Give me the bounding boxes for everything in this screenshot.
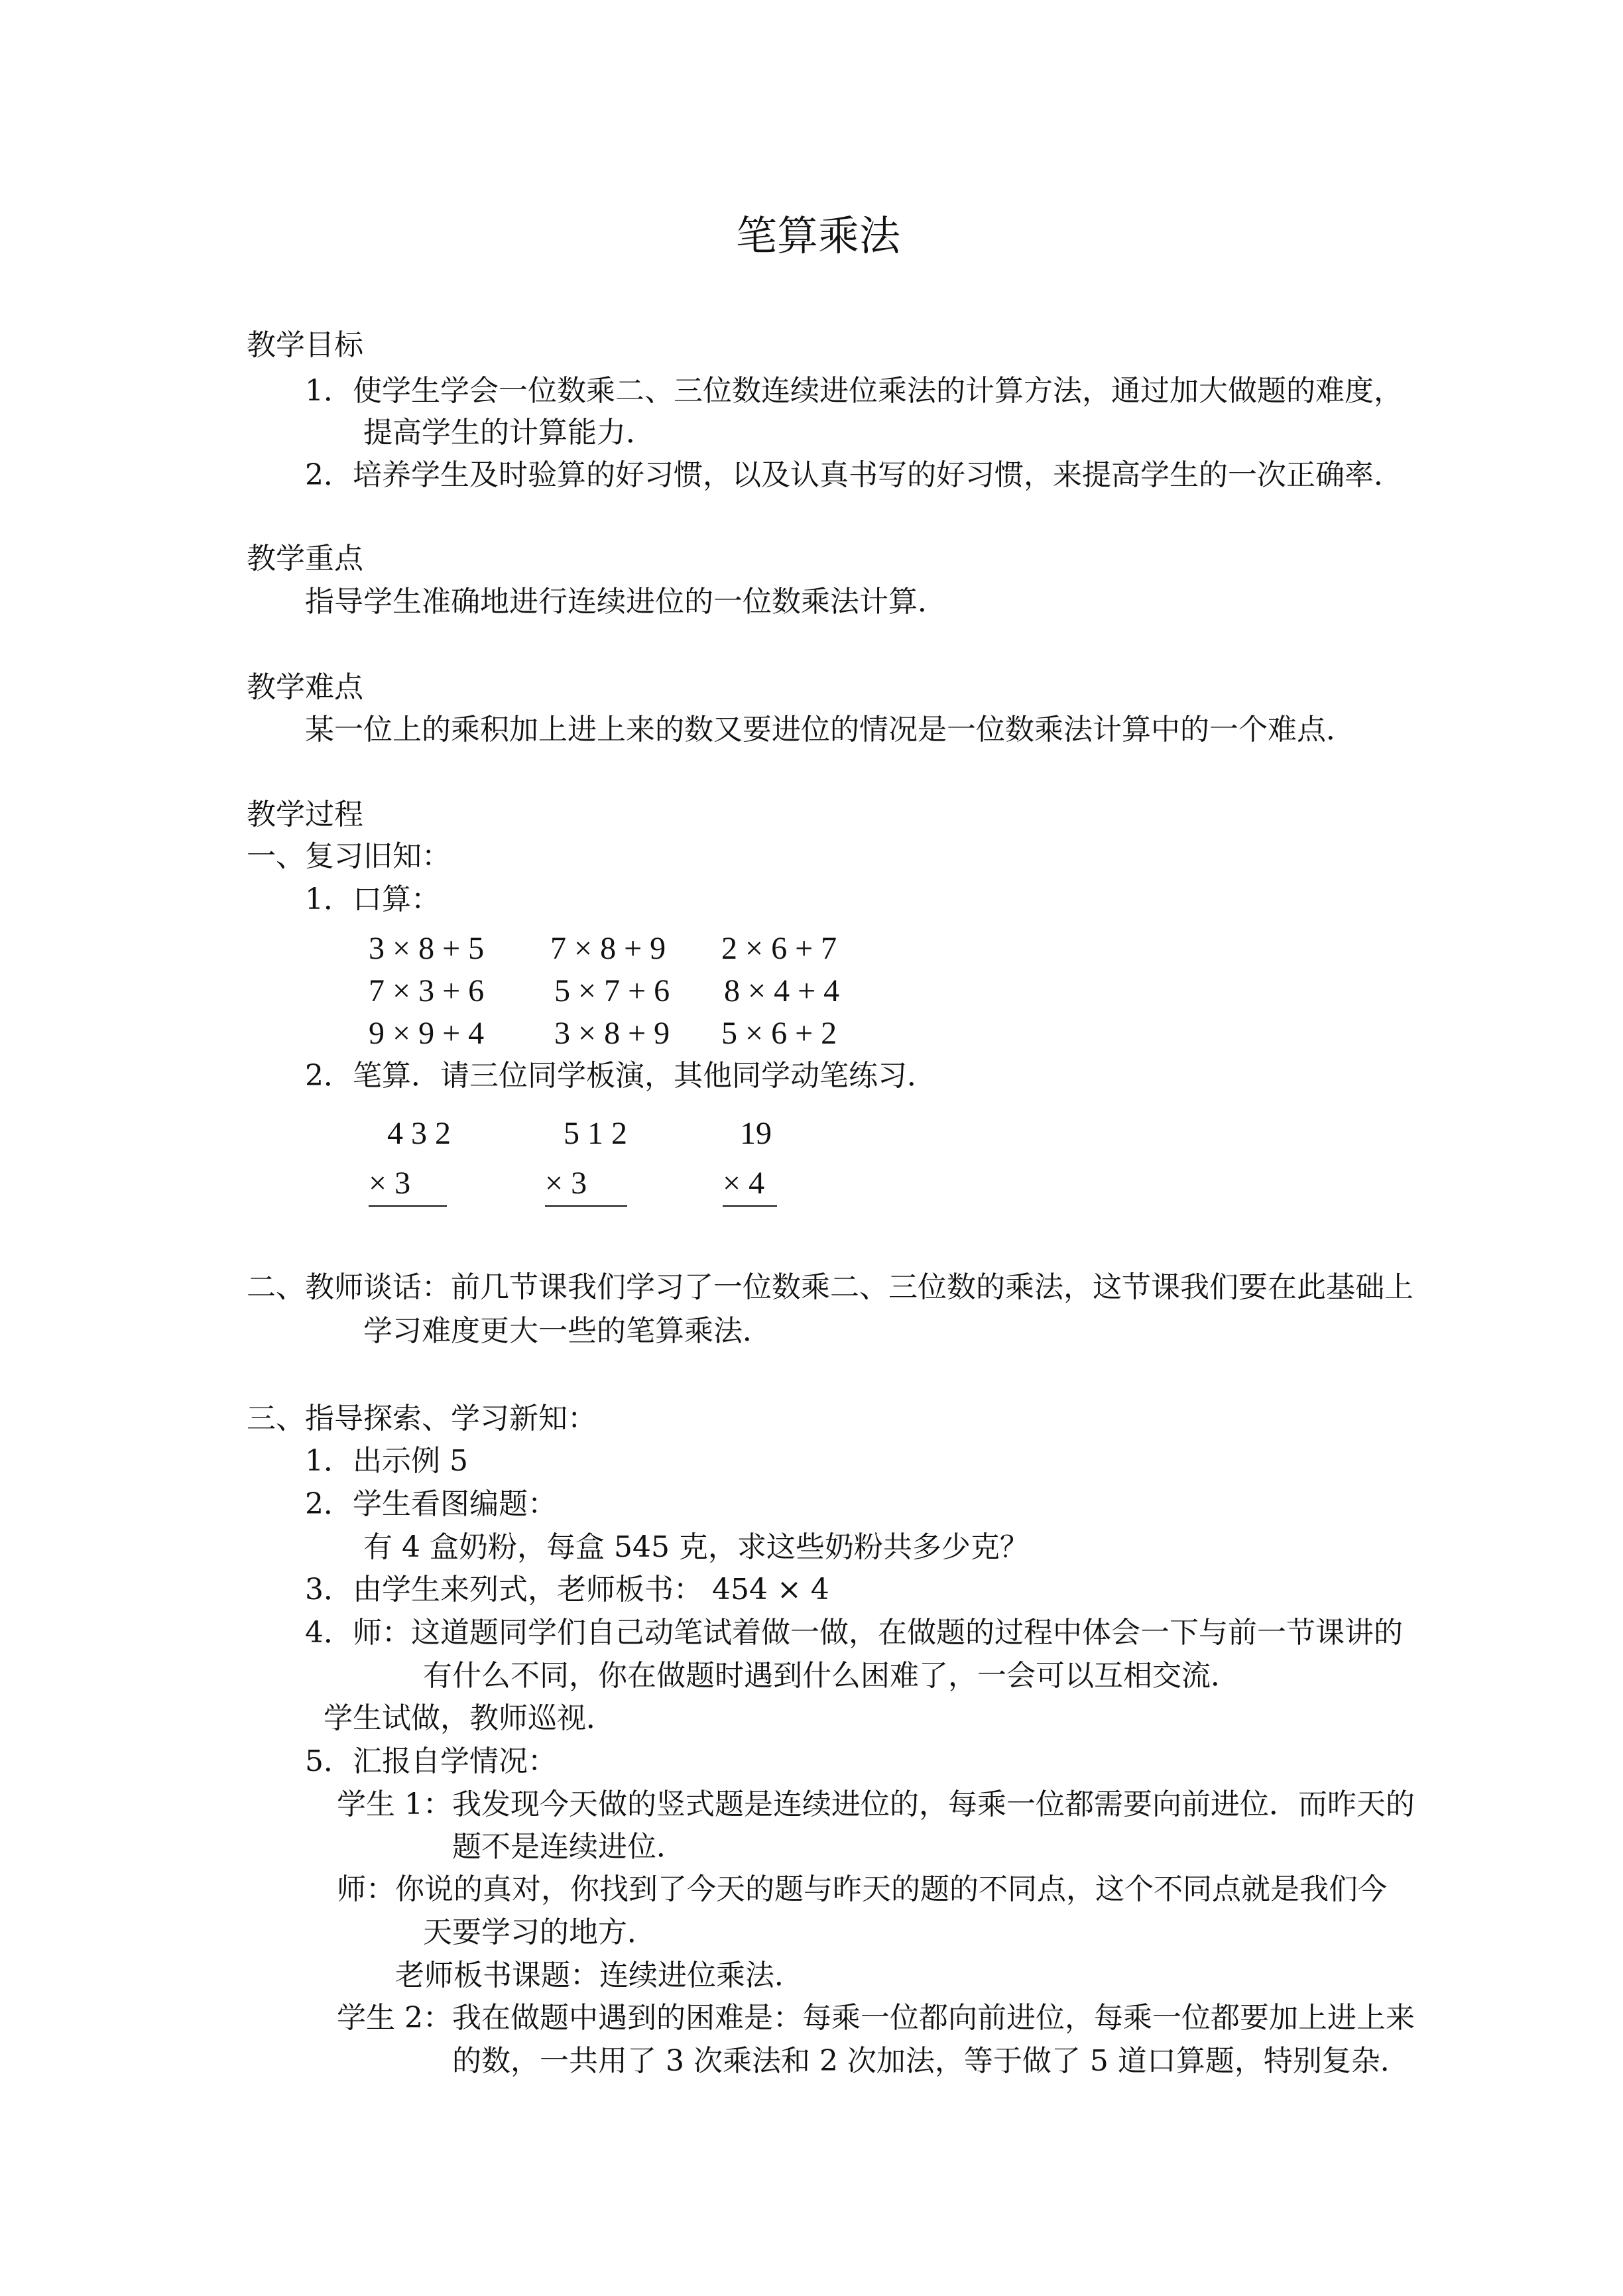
vertical-top: 19 — [740, 1116, 772, 1151]
vertical-top: 4 3 2 — [387, 1116, 451, 1151]
page-title: 笔算乘法 — [736, 211, 901, 260]
explore-step3: 3．由学生来列式，老师板书： 454 × 4 — [305, 1573, 829, 1606]
oral-item: 2 × 6 + 7 — [721, 931, 837, 966]
oral-item: 5 × 7 + 6 — [554, 973, 670, 1008]
oral-item: 7 × 3 + 6 — [369, 973, 485, 1008]
review-heading: 一、复习旧知： — [247, 839, 451, 873]
oral-item: 9 × 9 + 4 — [369, 1016, 485, 1051]
teacher-talk-line2: 学习难度更大一些的笔算乘法． — [363, 1314, 772, 1348]
difficulty-text: 某一位上的乘积加上进上来的数又要进位的情况是一位数乘法计算中的一个难点． — [305, 713, 1355, 747]
written-label: 2．笔算．请三位同学板演，其他同学动笔练习． — [305, 1059, 936, 1093]
explore-step5: 5．汇报自学情况： — [305, 1744, 557, 1778]
teacher-talk-line1: 二、教师谈话：前几节课我们学习了一位数乘二、三位数的乘法，这节课我们要在此基础上 — [247, 1270, 1413, 1304]
vertical-underline — [723, 1205, 777, 1207]
explore-step4-line1: 4．师：这道题同学们自己动笔试着做一做，在做题的过程中体会一下与前一节课讲的 — [305, 1616, 1403, 1650]
objective-1-line2: 提高学生的计算能力． — [363, 416, 655, 450]
vertical-bottom: × 4 — [723, 1166, 765, 1201]
teacher-reply-line1: 师：你说的真对，你找到了今天的题与昨天的题的不同点，这个不同点就是我们今 — [337, 1872, 1387, 1906]
oral-item: 3 × 8 + 9 — [554, 1016, 670, 1051]
objective-2: 2．培养学生及时验算的好习惯，以及认真书写的好习惯，来提高学生的一次正确率． — [305, 458, 1403, 492]
key-point-heading: 教学重点 — [247, 542, 363, 575]
student1-line2: 题不是连续进位． — [452, 1830, 686, 1864]
key-point-text: 指导学生准确地进行连续进位的一位数乘法计算． — [305, 585, 947, 619]
teacher-reply-line2: 天要学习的地方． — [423, 1915, 656, 1949]
oral-item: 5 × 6 + 2 — [721, 1016, 837, 1051]
explore-heading: 三、指导探索、学习新知： — [247, 1402, 597, 1435]
vertical-underline — [369, 1205, 447, 1207]
student2-line2: 的数，一共用了 3 次乘法和 2 次加法，等于做了 5 道口算题，特别复杂． — [452, 2044, 1410, 2078]
objectives-heading: 教学目标 — [247, 328, 363, 362]
explore-step4-line3: 学生试做，教师巡视． — [324, 1701, 615, 1735]
student1-line1: 学生 1：我发现今天做的竖式题是连续进位的，每乘一位都需要向前进位．而昨天的 — [337, 1787, 1415, 1821]
student2-line1: 学生 2：我在做题中遇到的困难是：每乘一位都向前进位，每乘一位都要加上进上来 — [337, 2001, 1415, 2035]
explore-step2: 2．学生看图编题： — [305, 1487, 557, 1521]
vertical-underline — [545, 1205, 627, 1207]
oral-item: 8 × 4 + 4 — [724, 973, 840, 1008]
board-title: 老师板书课题：连续进位乘法． — [395, 1959, 804, 1992]
vertical-top: 5 1 2 — [564, 1116, 627, 1151]
vertical-bottom: × 3 — [545, 1166, 587, 1201]
explore-step1: 1．出示例 5 — [305, 1444, 468, 1478]
objective-1-line1: 1．使学生学会一位数乘二、三位数连续进位乘法的计算方法，通过加大做题的难度， — [305, 374, 1403, 408]
oral-item: 7 × 8 + 9 — [550, 931, 666, 966]
explore-step4-line2: 有什么不同，你在做题时遇到什么困难了，一会可以互相交流． — [423, 1659, 1240, 1693]
oral-item: 3 × 8 + 5 — [369, 931, 485, 966]
process-heading: 教学过程 — [247, 798, 363, 831]
difficulty-heading: 教学难点 — [247, 670, 363, 704]
explore-step2-text: 有 4 盒奶粉，每盒 545 克，求这些奶粉共多少克？ — [363, 1530, 1029, 1564]
oral-label: 1．口算： — [305, 882, 440, 916]
vertical-bottom: × 3 — [369, 1166, 411, 1201]
